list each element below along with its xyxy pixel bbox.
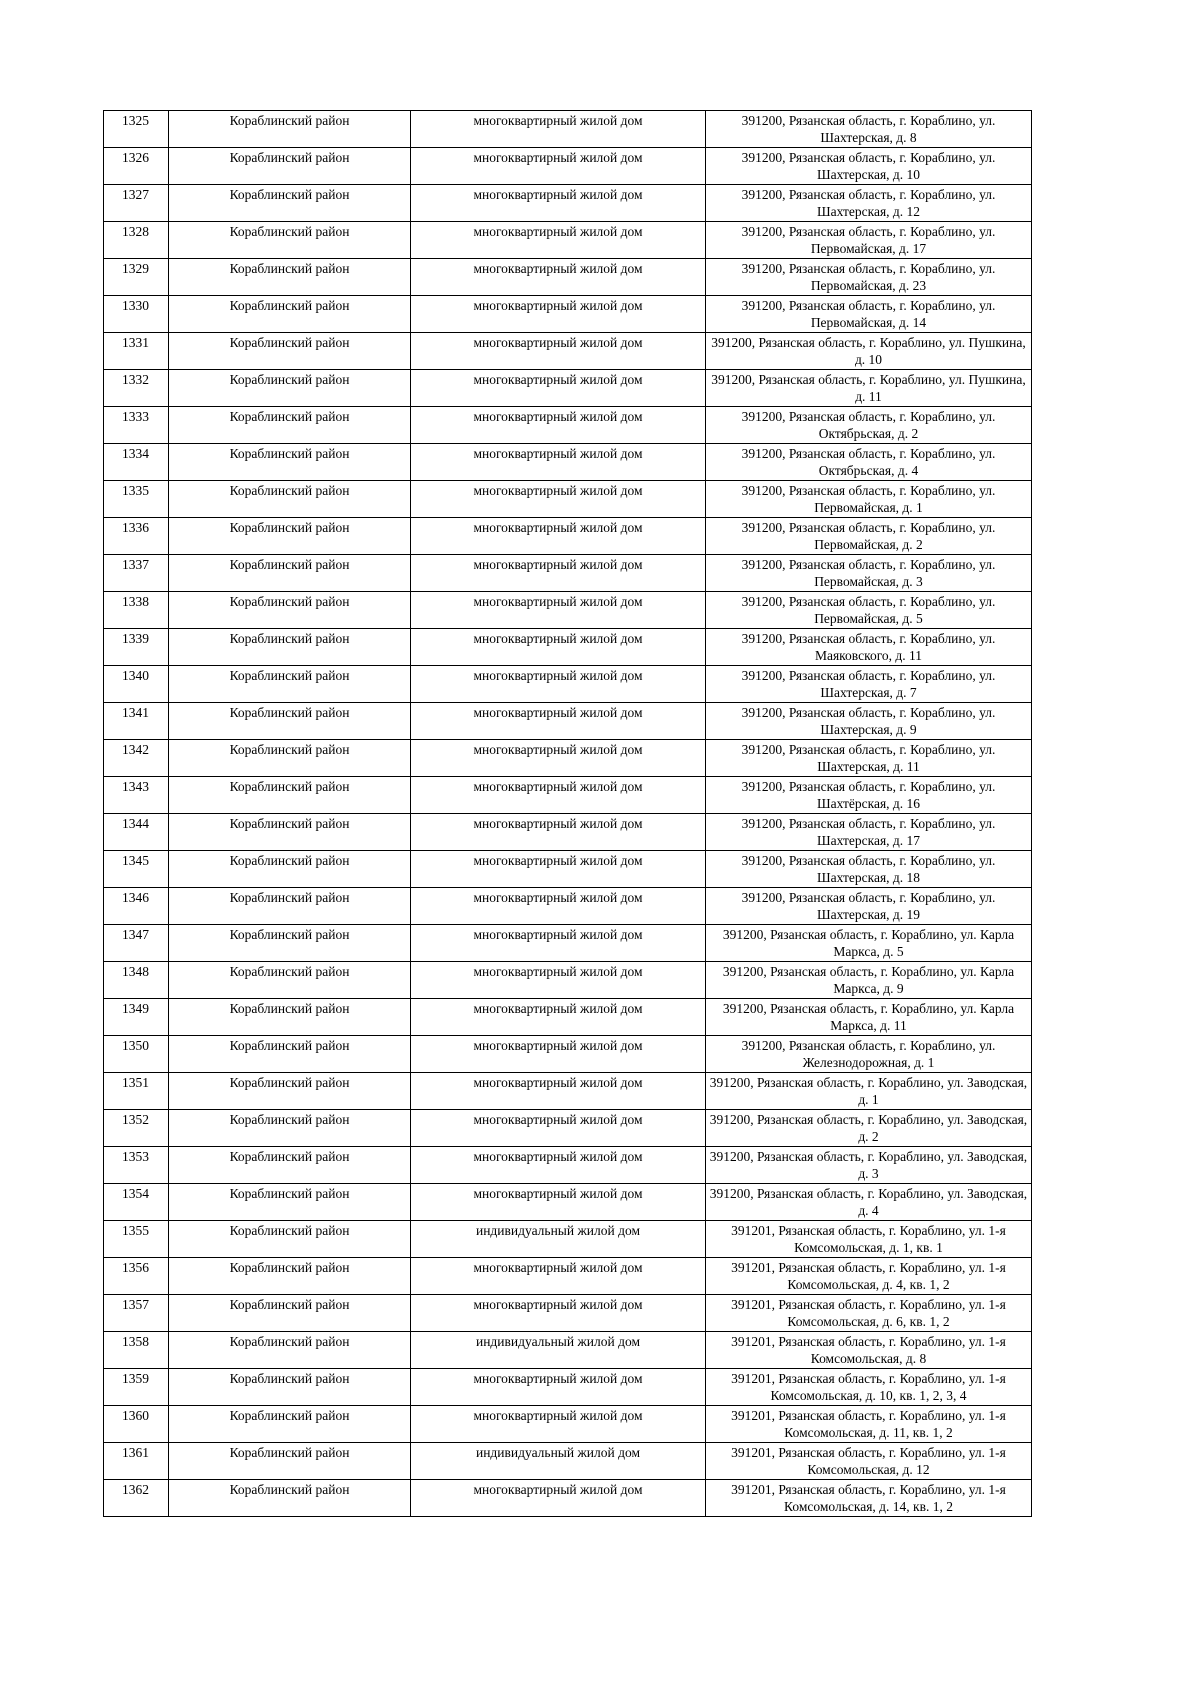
address-cell: 391200, Рязанская область, г. Кораблино, ул. Первомайская, д. 3 <box>706 555 1032 592</box>
district-cell: Кораблинский район <box>169 703 411 740</box>
address-cell: 391201, Рязанская область, г. Кораблино, ул. 1-я Комсомольская, д. 4, кв. 1, 2 <box>706 1258 1032 1295</box>
district-cell: Кораблинский район <box>169 370 411 407</box>
row-number-cell: 1362 <box>104 1480 169 1517</box>
row-number-cell: 1353 <box>104 1147 169 1184</box>
district-cell: Кораблинский район <box>169 555 411 592</box>
table-row <box>104 1295 1032 1332</box>
building-type-cell: многоквартирный жилой дом <box>411 999 706 1036</box>
district-cell: Кораблинский район <box>169 666 411 703</box>
district-cell: Кораблинский район <box>169 333 411 370</box>
table-row <box>104 888 1032 925</box>
table-row <box>104 1443 1032 1480</box>
row-number-cell: 1332 <box>104 370 169 407</box>
building-type-cell: многоквартирный жилой дом <box>411 481 706 518</box>
row-number-cell: 1342 <box>104 740 169 777</box>
address-cell: 391200, Рязанская область, г. Кораблино, ул. Пушкина, д. 10 <box>706 333 1032 370</box>
district-cell: Кораблинский район <box>169 259 411 296</box>
table-row <box>104 925 1032 962</box>
district-cell: Кораблинский район <box>169 629 411 666</box>
building-type-cell: многоквартирный жилой дом <box>411 1184 706 1221</box>
table-row <box>104 148 1032 185</box>
address-cell: 391200, Рязанская область, г. Кораблино, ул. Октябрьская, д. 2 <box>706 407 1032 444</box>
district-cell: Кораблинский район <box>169 1480 411 1517</box>
registry-table-body <box>104 111 1032 1517</box>
district-cell: Кораблинский район <box>169 148 411 185</box>
table-row <box>104 518 1032 555</box>
building-type-cell: многоквартирный жилой дом <box>411 296 706 333</box>
address-cell: 391201, Рязанская область, г. Кораблино, ул. 1-я Комсомольская, д. 6, кв. 1, 2 <box>706 1295 1032 1332</box>
document-page <box>103 110 1031 1517</box>
address-cell: 391200, Рязанская область, г. Кораблино, ул. Шахтерская, д. 12 <box>706 185 1032 222</box>
row-number-cell: 1331 <box>104 333 169 370</box>
building-type-cell: многоквартирный жилой дом <box>411 777 706 814</box>
address-cell: 391201, Рязанская область, г. Кораблино, ул. 1-я Комсомольская, д. 10, кв. 1, 2, 3, 4 <box>706 1369 1032 1406</box>
address-cell: 391200, Рязанская область, г. Кораблино, ул. Первомайская, д. 1 <box>706 481 1032 518</box>
table-row <box>104 222 1032 259</box>
address-cell: 391200, Рязанская область, г. Кораблино, ул. Карла Маркса, д. 11 <box>706 999 1032 1036</box>
row-number-cell: 1335 <box>104 481 169 518</box>
table-row <box>104 592 1032 629</box>
address-cell: 391201, Рязанская область, г. Кораблино, ул. 1-я Комсомольская, д. 8 <box>706 1332 1032 1369</box>
address-cell: 391200, Рязанская область, г. Кораблино, ул. Шахтерская, д. 18 <box>706 851 1032 888</box>
district-cell: Кораблинский район <box>169 962 411 999</box>
address-cell: 391200, Рязанская область, г. Кораблино, ул. Заводская, д. 4 <box>706 1184 1032 1221</box>
row-number-cell: 1344 <box>104 814 169 851</box>
table-row <box>104 814 1032 851</box>
building-type-cell: многоквартирный жилой дом <box>411 740 706 777</box>
district-cell: Кораблинский район <box>169 1110 411 1147</box>
table-row <box>104 444 1032 481</box>
address-cell: 391200, Рязанская область, г. Кораблино, ул. Заводская, д. 3 <box>706 1147 1032 1184</box>
row-number-cell: 1330 <box>104 296 169 333</box>
table-row <box>104 740 1032 777</box>
district-cell: Кораблинский район <box>169 1036 411 1073</box>
row-number-cell: 1346 <box>104 888 169 925</box>
row-number-cell: 1354 <box>104 1184 169 1221</box>
district-cell: Кораблинский район <box>169 851 411 888</box>
address-cell: 391200, Рязанская область, г. Кораблино, ул. Пушкина, д. 11 <box>706 370 1032 407</box>
address-cell: 391201, Рязанская область, г. Кораблино, ул. 1-я Комсомольская, д. 1, кв. 1 <box>706 1221 1032 1258</box>
building-type-cell: многоквартирный жилой дом <box>411 1110 706 1147</box>
row-number-cell: 1327 <box>104 185 169 222</box>
building-type-cell: многоквартирный жилой дом <box>411 814 706 851</box>
address-cell: 391200, Рязанская область, г. Кораблино, ул. Шахтерская, д. 17 <box>706 814 1032 851</box>
row-number-cell: 1326 <box>104 148 169 185</box>
table-row <box>104 1221 1032 1258</box>
table-row <box>104 1184 1032 1221</box>
table-row <box>104 555 1032 592</box>
district-cell: Кораблинский район <box>169 407 411 444</box>
table-row <box>104 999 1032 1036</box>
row-number-cell: 1338 <box>104 592 169 629</box>
district-cell: Кораблинский район <box>169 1184 411 1221</box>
building-type-cell: многоквартирный жилой дом <box>411 1036 706 1073</box>
district-cell: Кораблинский район <box>169 999 411 1036</box>
table-row <box>104 1480 1032 1517</box>
address-cell: 391201, Рязанская область, г. Кораблино, ул. 1-я Комсомольская, д. 12 <box>706 1443 1032 1480</box>
building-type-cell: многоквартирный жилой дом <box>411 148 706 185</box>
address-cell: 391200, Рязанская область, г. Кораблино, ул. Железнодорожная, д. 1 <box>706 1036 1032 1073</box>
row-number-cell: 1358 <box>104 1332 169 1369</box>
district-cell: Кораблинский район <box>169 1443 411 1480</box>
table-row <box>104 1073 1032 1110</box>
row-number-cell: 1328 <box>104 222 169 259</box>
building-type-cell: многоквартирный жилой дом <box>411 666 706 703</box>
building-type-cell: многоквартирный жилой дом <box>411 925 706 962</box>
building-type-cell: многоквартирный жилой дом <box>411 111 706 148</box>
row-number-cell: 1360 <box>104 1406 169 1443</box>
district-cell: Кораблинский район <box>169 111 411 148</box>
row-number-cell: 1341 <box>104 703 169 740</box>
table-row <box>104 370 1032 407</box>
district-cell: Кораблинский район <box>169 518 411 555</box>
address-cell: 391200, Рязанская область, г. Кораблино, ул. Заводская, д. 1 <box>706 1073 1032 1110</box>
address-cell: 391200, Рязанская область, г. Кораблино, ул. Первомайская, д. 5 <box>706 592 1032 629</box>
table-row <box>104 851 1032 888</box>
row-number-cell: 1340 <box>104 666 169 703</box>
district-cell: Кораблинский район <box>169 925 411 962</box>
row-number-cell: 1351 <box>104 1073 169 1110</box>
address-cell: 391200, Рязанская область, г. Кораблино, ул. Первомайская, д. 14 <box>706 296 1032 333</box>
row-number-cell: 1357 <box>104 1295 169 1332</box>
address-cell: 391200, Рязанская область, г. Кораблино, ул. Заводская, д. 2 <box>706 1110 1032 1147</box>
district-cell: Кораблинский район <box>169 444 411 481</box>
address-cell: 391200, Рязанская область, г. Кораблино, ул. Шахтерская, д. 11 <box>706 740 1032 777</box>
row-number-cell: 1355 <box>104 1221 169 1258</box>
row-number-cell: 1334 <box>104 444 169 481</box>
address-cell: 391200, Рязанская область, г. Кораблино, ул. Шахтерская, д. 9 <box>706 703 1032 740</box>
building-type-cell: многоквартирный жилой дом <box>411 1406 706 1443</box>
building-type-cell: многоквартирный жилой дом <box>411 851 706 888</box>
table-row <box>104 703 1032 740</box>
district-cell: Кораблинский район <box>169 1406 411 1443</box>
district-cell: Кораблинский район <box>169 1332 411 1369</box>
district-cell: Кораблинский район <box>169 814 411 851</box>
table-row <box>104 1147 1032 1184</box>
address-cell: 391200, Рязанская область, г. Кораблино, ул. Маяковского, д. 11 <box>706 629 1032 666</box>
row-number-cell: 1329 <box>104 259 169 296</box>
row-number-cell: 1348 <box>104 962 169 999</box>
table-row <box>104 1036 1032 1073</box>
row-number-cell: 1349 <box>104 999 169 1036</box>
building-type-cell: многоквартирный жилой дом <box>411 222 706 259</box>
table-row <box>104 111 1032 148</box>
building-type-cell: многоквартирный жилой дом <box>411 407 706 444</box>
table-row <box>104 1110 1032 1147</box>
table-row <box>104 481 1032 518</box>
address-cell: 391200, Рязанская область, г. Кораблино, ул. Шахтерская, д. 8 <box>706 111 1032 148</box>
address-cell: 391200, Рязанская область, г. Кораблино, ул. Карла Маркса, д. 9 <box>706 962 1032 999</box>
row-number-cell: 1361 <box>104 1443 169 1480</box>
district-cell: Кораблинский район <box>169 1147 411 1184</box>
address-cell: 391201, Рязанская область, г. Кораблино, ул. 1-я Комсомольская, д. 11, кв. 1, 2 <box>706 1406 1032 1443</box>
building-type-cell: многоквартирный жилой дом <box>411 629 706 666</box>
housing-registry-table <box>103 110 1032 1517</box>
row-number-cell: 1345 <box>104 851 169 888</box>
address-cell: 391200, Рязанская область, г. Кораблино, ул. Первомайская, д. 23 <box>706 259 1032 296</box>
building-type-cell: многоквартирный жилой дом <box>411 1147 706 1184</box>
table-row <box>104 185 1032 222</box>
address-cell: 391201, Рязанская область, г. Кораблино, ул. 1-я Комсомольская, д. 14, кв. 1, 2 <box>706 1480 1032 1517</box>
row-number-cell: 1337 <box>104 555 169 592</box>
district-cell: Кораблинский район <box>169 296 411 333</box>
building-type-cell: многоквартирный жилой дом <box>411 259 706 296</box>
district-cell: Кораблинский район <box>169 1295 411 1332</box>
district-cell: Кораблинский район <box>169 592 411 629</box>
building-type-cell: многоквартирный жилой дом <box>411 1480 706 1517</box>
table-row <box>104 296 1032 333</box>
building-type-cell: многоквартирный жилой дом <box>411 1258 706 1295</box>
address-cell: 391200, Рязанская область, г. Кораблино, ул. Шахтерская, д. 10 <box>706 148 1032 185</box>
row-number-cell: 1350 <box>104 1036 169 1073</box>
district-cell: Кораблинский район <box>169 1258 411 1295</box>
building-type-cell: многоквартирный жилой дом <box>411 703 706 740</box>
row-number-cell: 1339 <box>104 629 169 666</box>
building-type-cell: многоквартирный жилой дом <box>411 1295 706 1332</box>
row-number-cell: 1347 <box>104 925 169 962</box>
building-type-cell: индивидуальный жилой дом <box>411 1443 706 1480</box>
building-type-cell: многоквартирный жилой дом <box>411 1369 706 1406</box>
building-type-cell: многоквартирный жилой дом <box>411 444 706 481</box>
address-cell: 391200, Рязанская область, г. Кораблино, ул. Шахтерская, д. 19 <box>706 888 1032 925</box>
table-row <box>104 407 1032 444</box>
address-cell: 391200, Рязанская область, г. Кораблино, ул. Шахтёрская, д. 16 <box>706 777 1032 814</box>
row-number-cell: 1333 <box>104 407 169 444</box>
address-cell: 391200, Рязанская область, г. Кораблино, ул. Первомайская, д. 2 <box>706 518 1032 555</box>
district-cell: Кораблинский район <box>169 777 411 814</box>
row-number-cell: 1343 <box>104 777 169 814</box>
table-row <box>104 1332 1032 1369</box>
building-type-cell: индивидуальный жилой дом <box>411 1332 706 1369</box>
table-row <box>104 629 1032 666</box>
table-row <box>104 1369 1032 1406</box>
building-type-cell: многоквартирный жилой дом <box>411 185 706 222</box>
district-cell: Кораблинский район <box>169 222 411 259</box>
building-type-cell: многоквартирный жилой дом <box>411 333 706 370</box>
table-row <box>104 259 1032 296</box>
address-cell: 391200, Рязанская область, г. Кораблино, ул. Шахтерская, д. 7 <box>706 666 1032 703</box>
building-type-cell: многоквартирный жилой дом <box>411 1073 706 1110</box>
row-number-cell: 1352 <box>104 1110 169 1147</box>
table-row <box>104 333 1032 370</box>
district-cell: Кораблинский район <box>169 1369 411 1406</box>
district-cell: Кораблинский район <box>169 481 411 518</box>
row-number-cell: 1356 <box>104 1258 169 1295</box>
district-cell: Кораблинский район <box>169 1073 411 1110</box>
table-row <box>104 1406 1032 1443</box>
building-type-cell: многоквартирный жилой дом <box>411 518 706 555</box>
row-number-cell: 1325 <box>104 111 169 148</box>
building-type-cell: многоквартирный жилой дом <box>411 370 706 407</box>
building-type-cell: многоквартирный жилой дом <box>411 888 706 925</box>
address-cell: 391200, Рязанская область, г. Кораблино, ул. Октябрьская, д. 4 <box>706 444 1032 481</box>
table-row <box>104 777 1032 814</box>
building-type-cell: многоквартирный жилой дом <box>411 962 706 999</box>
row-number-cell: 1336 <box>104 518 169 555</box>
table-row <box>104 666 1032 703</box>
district-cell: Кораблинский район <box>169 185 411 222</box>
address-cell: 391200, Рязанская область, г. Кораблино, ул. Карла Маркса, д. 5 <box>706 925 1032 962</box>
table-row <box>104 1258 1032 1295</box>
table-row <box>104 962 1032 999</box>
district-cell: Кораблинский район <box>169 888 411 925</box>
row-number-cell: 1359 <box>104 1369 169 1406</box>
address-cell: 391200, Рязанская область, г. Кораблино, ул. Первомайская, д. 17 <box>706 222 1032 259</box>
building-type-cell: многоквартирный жилой дом <box>411 592 706 629</box>
building-type-cell: многоквартирный жилой дом <box>411 555 706 592</box>
district-cell: Кораблинский район <box>169 740 411 777</box>
district-cell: Кораблинский район <box>169 1221 411 1258</box>
building-type-cell: индивидуальный жилой дом <box>411 1221 706 1258</box>
